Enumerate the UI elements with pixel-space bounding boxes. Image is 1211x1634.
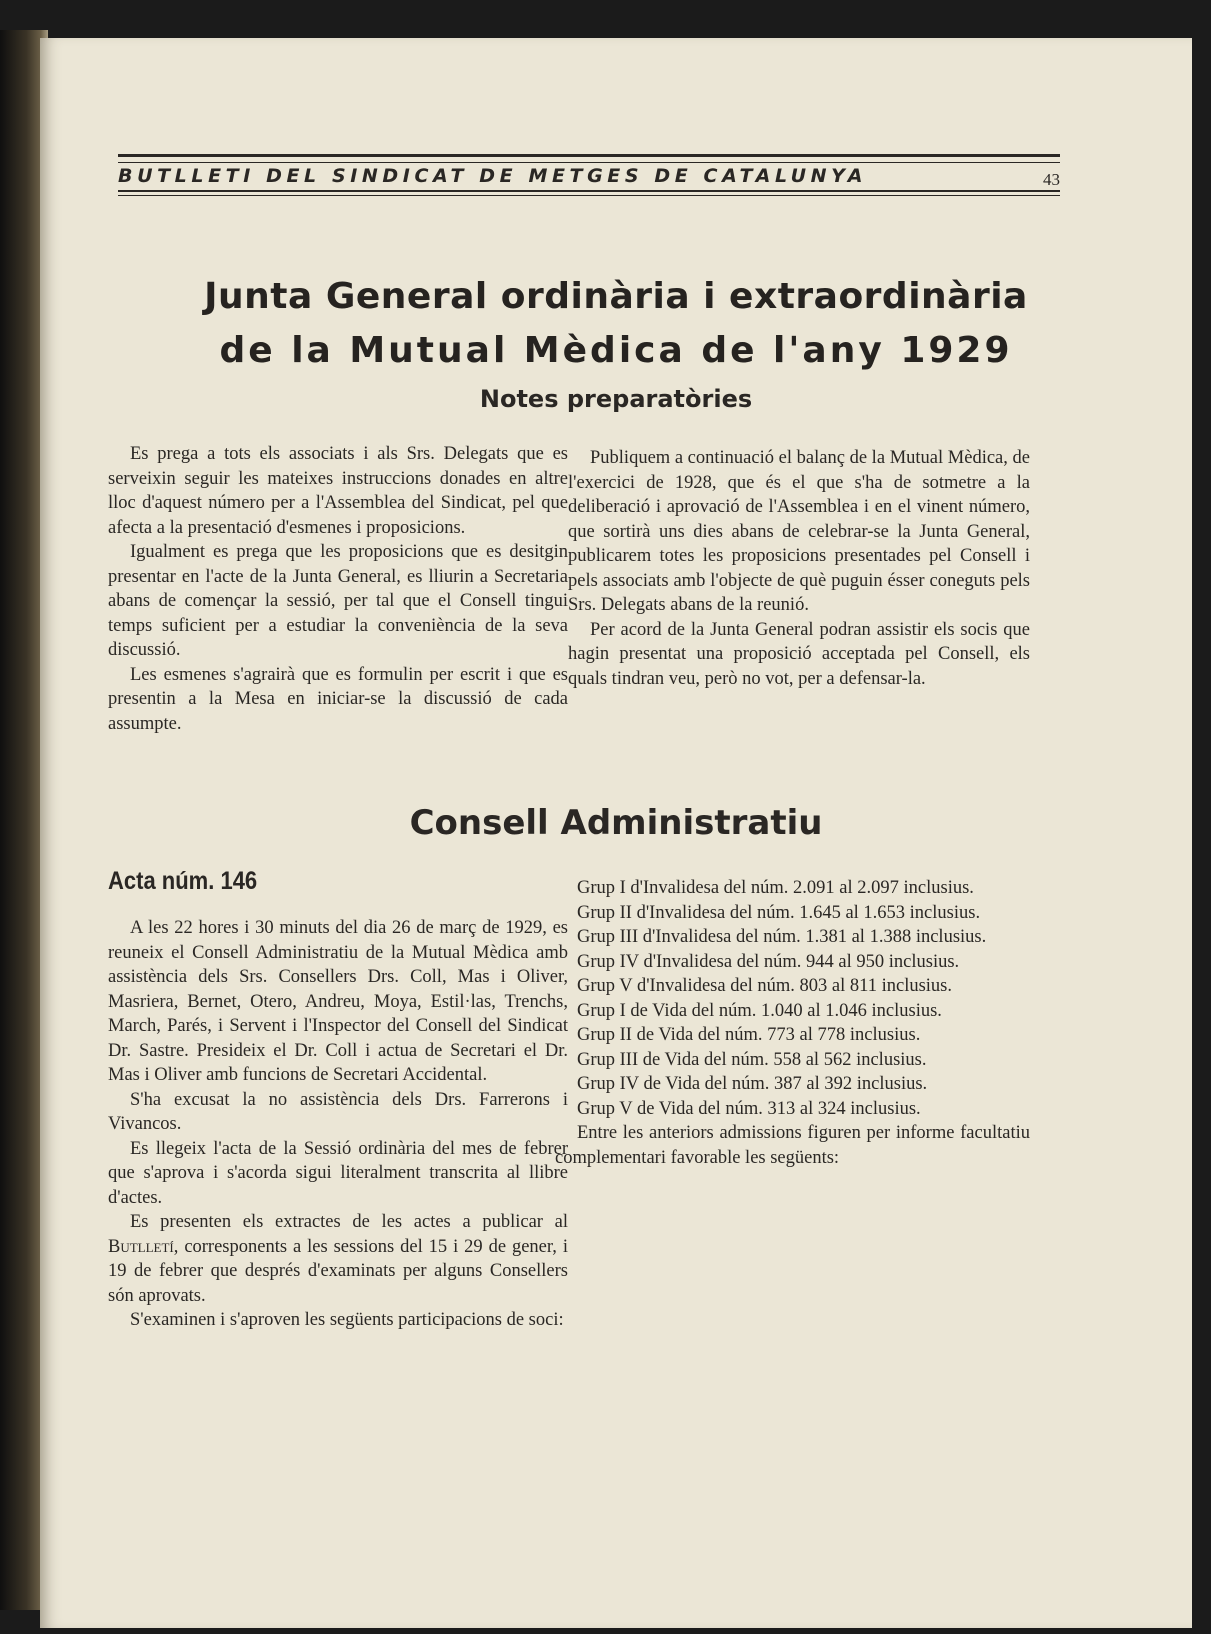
paragraph: Igualment es prega que les proposicions que es desitgin presentar en l'acte de la Junta General, es lliurin a Secretaria abans de començar la sessió, per tal que el Consell tingui temps suficient per a estudiar la conveniència de la seva discussió. [108,542,568,660]
group-entry: Grup II de Vida del núm. 773 al 778 inclusius. [577,1025,921,1045]
journal-title: BUTLLETI DEL SINDICAT DE METGES DE CATALUNYA [118,165,867,187]
minutes-heading: Acta núm. 146 [108,867,258,895]
group-entry: Grup III de Vida del núm. 558 al 562 inclusius. [577,1049,927,1070]
group-entry: Grup V de Vida del núm. 313 al 324 inclusius. [577,1098,921,1119]
section-title: Consell Administratiu [409,803,823,843]
text-run: , corresponents a les sessions del 15 i 29 de gener, i 19 de febrer que després d'examinats per alguns Consellers són aprovats. [108,1236,568,1306]
header-rule-bottom-thin [118,195,1060,196]
notes-right-column [568,446,1030,691]
journal-name: Butlletí [108,1236,174,1257]
paragraph [108,1210,568,1308]
group-entry: Grup II d'Invalidesa del núm. 1.645 al 1.653 inclusius. [577,902,981,923]
article-title-line-1: Junta General ordinària i extraordinària [204,276,1028,317]
paragraph: Publiquem a continuació el balanç de la Mutual Mèdica, de l'exercici de 1928, que és el que s'ha de sotmetre a la deliberació i aprovació de l'Assemblea i en el vinent número, que sortirà uns dies abans de celebrar-se la Junta General, publicarem totes les proposicions presentades pel Consell i pels associats amb l'objecte de què puguin ésser coneguts pels Srs. Delegats abans de la reunió. [568,448,1030,615]
group-entry: Grup V d'Invalidesa del núm. 803 al 811 inclusius. [577,976,953,996]
paragraph: A les 22 hores i 30 minuts del dia 26 de març de 1929, es reuneix el Consell Administratiu de la Mutual Mèdica amb assistència dels Srs. Consellers Drs. Coll, Mas i Oliver, Masriera, Bernet, Otero, Andreu, Moya, Estil·las, Trenchs, March, Parés, i Servent i l'Inspector del Consell del Sindicat Dr. Sastre. Presideix el Dr. Coll i actua de Secretari el Dr. Mas i Oliver amb funcions de Secretari Accidental. [108,918,568,1085]
paragraph: Entre les anteriors admissions figuren per informe facultatiu complementari favorable les següents: [555,1123,1030,1168]
header-rule-thick [118,154,1060,157]
document-page [40,38,1192,1628]
paragraph: Per acord de la Junta General podran assistir els socis que hagin presentat una proposició acceptada pel Consell, els quals tindran veu, però no vot, per a defensar-la. [568,619,1030,689]
text-run: Es presenten els extractes de les actes a publicar al [130,1212,568,1232]
group-entry: Grup I d'Invalidesa del núm. 2.091 al 2.097 inclusius. [577,878,974,898]
group-entry: Grup I de Vida del núm. 1.040 al 1.046 inclusius. [577,1000,942,1021]
paragraph: Es llegeix l'acta de la Sessió ordinària del mes de febrer que s'aprova i s'acorda sigui literalment transcrita al llibre d'actes. [108,1138,568,1208]
paragraph: S'ha excusat la no assistència dels Drs. Farrerons i Vivancos. [108,1089,568,1134]
minutes-right-column [555,876,1030,1170]
minutes-left-column [108,916,568,1333]
article-subtitle: Notes preparatòries [479,385,753,413]
paragraph: Es prega a tots els associats i als Srs. Delegats que es serveixin seguir les mateixes instruccions donades en altre lloc d'aquest número per a l'Assemblea del Sindicat, pel que afecta a la presentació d'esmenes i proposicions. [108,444,568,538]
running-head [118,110,1060,210]
group-entry: Grup IV de Vida del núm. 387 al 392 inclusius. [577,1074,928,1094]
header-rule-bottom-thick [118,190,1060,192]
article-title-line-2: de la Mutual Mèdica de l'any 1929 [219,330,1013,371]
paragraph: Les esmenes s'agrairà que es formulin per escrit i que es presentin a la Mesa en iniciar-se la discussió de cada assumpte. [108,664,568,734]
page-number: 43 [1043,170,1060,189]
paragraph: S'examinen i s'aproven les següents participacions de soci: [130,1310,564,1330]
header-rule-thin [118,162,1060,163]
notes-left-column [108,442,568,736]
group-entry: Grup III d'Invalidesa del núm. 1.381 al 1.388 inclusius. [577,927,987,947]
group-entry: Grup IV d'Invalidesa del núm. 944 al 950 inclusius. [577,951,960,972]
